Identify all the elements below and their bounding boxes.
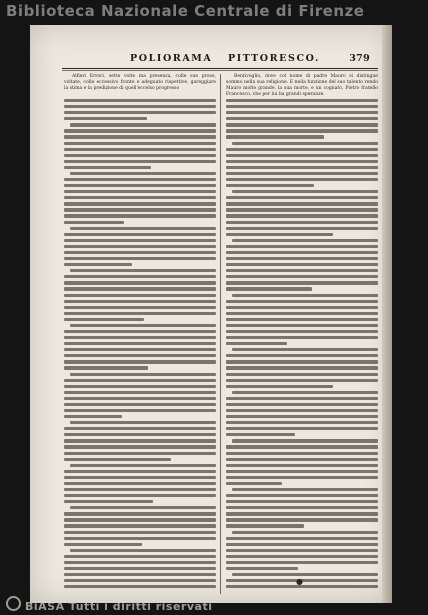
left-column-text-lines (64, 99, 216, 591)
page-spine-shadow (382, 25, 392, 603)
text-line (64, 190, 216, 193)
text-line (226, 263, 378, 266)
text-line (64, 160, 216, 163)
text-line (64, 427, 216, 430)
text-line (70, 464, 216, 467)
text-line (226, 342, 287, 345)
text-line (226, 257, 378, 260)
text-line (64, 233, 216, 236)
text-line (64, 245, 216, 248)
text-line (226, 154, 378, 157)
text-line (64, 445, 216, 448)
text-line (64, 99, 216, 102)
text-line (64, 415, 122, 418)
text-line (226, 537, 378, 540)
page-number: 379 (349, 53, 370, 64)
text-line (226, 427, 378, 430)
text-line (226, 567, 298, 570)
text-line (226, 360, 378, 363)
text-line (226, 214, 378, 217)
text-line (64, 512, 216, 515)
text-line (64, 154, 216, 157)
text-line (226, 464, 378, 467)
text-line (64, 135, 216, 138)
text-line (64, 111, 216, 114)
text-line (64, 391, 216, 394)
text-line (64, 360, 216, 363)
text-line (226, 208, 378, 211)
text-line (232, 488, 378, 491)
text-line (64, 166, 151, 169)
text-line (226, 452, 378, 455)
text-line (226, 251, 378, 254)
text-line (64, 543, 142, 546)
text-line (226, 324, 378, 327)
end-ornament-icon: ● (296, 577, 303, 586)
text-line (64, 257, 216, 260)
text-line (226, 281, 378, 284)
text-line (232, 190, 378, 193)
header-title-left: POLIORAMA (130, 53, 213, 64)
text-line (226, 172, 378, 175)
left-column-opening (64, 74, 216, 92)
text-line (226, 111, 378, 114)
text-line (226, 373, 378, 376)
text-line (226, 221, 378, 224)
text-line (64, 221, 124, 224)
text-line (64, 287, 216, 290)
text-line (64, 184, 216, 187)
text-line (64, 524, 216, 527)
text-line (226, 561, 378, 564)
text-line (64, 561, 216, 564)
header-rule (62, 68, 378, 69)
text-line (226, 476, 378, 479)
text-line (64, 312, 216, 315)
text-line (226, 318, 378, 321)
text-line (226, 354, 378, 357)
text-line (226, 160, 378, 163)
text-line (64, 567, 216, 570)
text-line (70, 506, 216, 509)
text-line (226, 421, 378, 424)
watermark-bottom-text: BiASA Tutti i diritti riservati (25, 600, 213, 613)
text-line (64, 482, 216, 485)
text-line (64, 397, 216, 400)
text-line (64, 500, 153, 503)
watermark-top: Biblioteca Nazionale Centrale di Firenze (6, 2, 365, 20)
text-line (226, 245, 378, 248)
text-line (226, 543, 378, 546)
header-rule-secondary (62, 70, 378, 71)
text-line (70, 172, 216, 175)
text-line (226, 397, 378, 400)
text-line (226, 549, 378, 552)
text-line (226, 196, 378, 199)
column-divider (220, 74, 221, 594)
text-line (70, 227, 216, 230)
text-line (226, 512, 378, 515)
text-line (226, 105, 378, 108)
text-line (226, 445, 378, 448)
text-line (64, 281, 216, 284)
text-line (226, 409, 378, 412)
text-line (64, 300, 216, 303)
text-line (226, 458, 378, 461)
text-line (64, 409, 216, 412)
text-line (226, 129, 378, 132)
text-line (226, 366, 378, 369)
text-line (226, 500, 378, 503)
text-line (64, 148, 216, 151)
right-column-opening (226, 74, 378, 98)
text-line (64, 239, 216, 242)
text-line (64, 555, 216, 558)
text-line (64, 403, 216, 406)
text-line (226, 470, 378, 473)
text-line (64, 105, 216, 108)
text-line (226, 415, 378, 418)
text-line (232, 531, 378, 534)
text-line (64, 129, 216, 132)
text-line (64, 439, 216, 442)
text-line (64, 330, 216, 333)
text-line (64, 366, 148, 369)
text-line (232, 294, 378, 297)
text-line (226, 494, 378, 497)
text-line (226, 202, 378, 205)
text-line (226, 287, 312, 290)
text-line (64, 494, 216, 497)
watermark-bottom (6, 596, 212, 613)
text-line (64, 196, 216, 199)
text-line (64, 458, 171, 461)
text-line (226, 275, 378, 278)
text-line (226, 123, 378, 126)
text-line (226, 148, 378, 151)
text-line (64, 214, 216, 217)
text-line (64, 470, 216, 473)
text-line (64, 354, 216, 357)
text-line (64, 342, 216, 345)
text-line (64, 433, 216, 436)
text-line (226, 482, 282, 485)
right-column-text-lines (226, 99, 378, 591)
text-line (232, 391, 378, 394)
text-line (226, 379, 378, 382)
text-line (64, 385, 216, 388)
text-line (64, 117, 147, 120)
text-line (226, 300, 378, 303)
text-line (70, 421, 216, 424)
text-line (226, 166, 378, 169)
text-line (70, 373, 216, 376)
text-line (70, 123, 216, 126)
text-line (64, 573, 216, 576)
text-line (226, 336, 378, 339)
text-line (64, 336, 216, 339)
text-line (226, 555, 378, 558)
text-line (64, 142, 216, 145)
text-line (64, 579, 216, 582)
text-line (226, 99, 378, 102)
text-line (64, 263, 132, 266)
text-line (226, 518, 378, 521)
text-line (226, 385, 333, 388)
text-line (70, 269, 216, 272)
text-line (64, 476, 216, 479)
text-line (64, 306, 216, 309)
text-line (64, 178, 216, 181)
text-line (64, 488, 216, 491)
text-line (64, 208, 216, 211)
text-line (64, 275, 216, 278)
text-line (64, 251, 216, 254)
text-line (64, 537, 216, 540)
text-line (232, 348, 378, 351)
text-line (226, 227, 378, 230)
header-title-right: PITTORESCO. (228, 53, 320, 64)
text-line (70, 549, 216, 552)
text-line (64, 202, 216, 205)
text-line (232, 239, 378, 242)
text-line (64, 318, 144, 321)
text-line (226, 403, 378, 406)
text-line (232, 142, 378, 145)
left-column-first-paragraph: Alfieri Errori, sette volte ma presenza, colle sue prose, voltate, colle eccessivo fronte e adeguato rispettive, gareggiare la stima e la predizione di quell'eccelso progresso (64, 74, 216, 92)
text-line (64, 294, 216, 297)
text-line (226, 524, 304, 527)
text-line (70, 324, 216, 327)
text-line (226, 330, 378, 333)
copyright-logo-icon (6, 596, 21, 611)
text-line (226, 135, 324, 138)
text-line (64, 518, 216, 521)
right-column-first-paragraph: Bentivoglio, dove col nome di padre Mauro si distingue sommo nella sua religione. E nella funzione del suo talento rendo Mauro molto grande, la sua morte, e un cognato, Pietro fratello Francesco, che per lui ha grandi speranze. (226, 74, 378, 98)
text-line (64, 585, 216, 588)
text-line (64, 531, 216, 534)
text-line (226, 117, 378, 120)
text-line (64, 379, 216, 382)
text-line (232, 439, 378, 442)
text-line (226, 184, 314, 187)
text-line (226, 306, 378, 309)
text-line (226, 178, 378, 181)
text-line (64, 452, 216, 455)
text-line (232, 573, 378, 576)
text-line (226, 312, 378, 315)
text-line (226, 506, 378, 509)
running-header (62, 53, 378, 67)
text-line (64, 348, 216, 351)
text-line (226, 433, 295, 436)
text-line (226, 233, 333, 236)
text-line (226, 269, 378, 272)
